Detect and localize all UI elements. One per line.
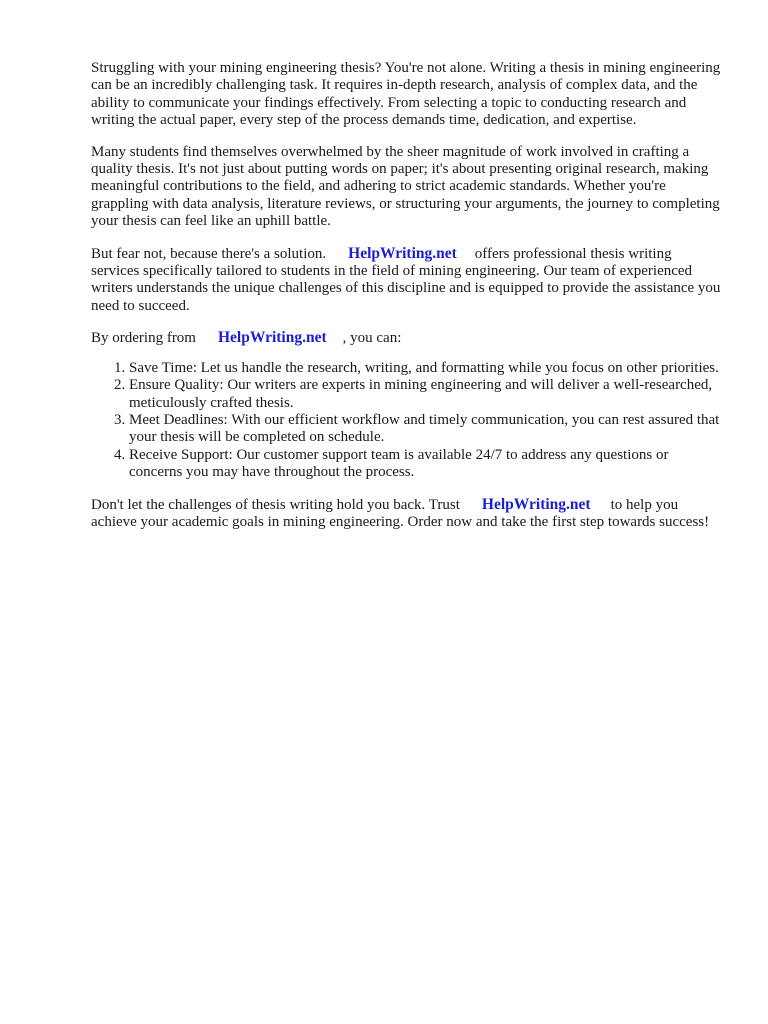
document-page (91, 60, 723, 545)
solution-paragraph (91, 245, 723, 316)
benefit-item: 2. Ensure Quality: Our writers are experts in mining engineering and will deliver a well-researched, meticulously crafted thesis. (129, 377, 723, 412)
helpwriting-link[interactable]: HelpWriting.net (217, 329, 327, 347)
closing-paragraph (91, 496, 723, 532)
ordering-text-after: , you can: (342, 330, 402, 347)
solution-text-after: offers professional thesis writing services specifically tailored to students in the field of mining engineering. Our team of experienced writers understands the unique challenges of this discipline and is equipped to provide the assistance you need to succeed. (91, 245, 721, 314)
benefit-item: 4. Receive Support: Our customer support team is available 24/7 to address any questions or concerns you may have throughout the process. (129, 447, 723, 482)
closing-text-before: Don't let the challenges of thesis writing hold you back. Trust (91, 496, 460, 513)
benefits-list (91, 360, 723, 482)
ordering-paragraph (91, 329, 723, 347)
benefit-item: 1. Save Time: Let us handle the research, writing, and formatting while you focus on other priorities. (129, 360, 723, 377)
overwhelmed-paragraph: Many students find themselves overwhelmed by the sheer magnitude of work involved in crafting a quality thesis. It's not just about putting words on paper; it's about presenting original research, making meaningful contributions to the field, and adhering to strict academic standards. Whether you're grappling with data analysis, literature reviews, or structuring your arguments, the journey to completing your thesis can feel like an uphill battle. (91, 143, 720, 230)
intro-paragraph: Struggling with your mining engineering thesis? You're not alone. Writing a thesis in mining engineering can be an incredibly challenging task. It requires in-depth research, analysis of complex data, and the ability to communicate your findings effectively. From selecting a topic to conducting research and writing the actual paper, every step of the process demands time, dedication, and expertise. (91, 60, 721, 129)
ordering-text-before: By ordering from (91, 330, 196, 347)
solution-text-before: But fear not, because there's a solution. (91, 245, 327, 262)
closing-text-after: to help you achieve your academic goals in mining engineering. Order now and take the first step towards success! (91, 496, 710, 530)
benefit-item: 3. Meet Deadlines: With our efficient workflow and timely communication, you can rest assured that your thesis will be completed on schedule. (129, 412, 723, 447)
helpwriting-link[interactable]: HelpWriting.net (348, 244, 457, 262)
helpwriting-link[interactable]: HelpWriting.net (481, 495, 591, 513)
